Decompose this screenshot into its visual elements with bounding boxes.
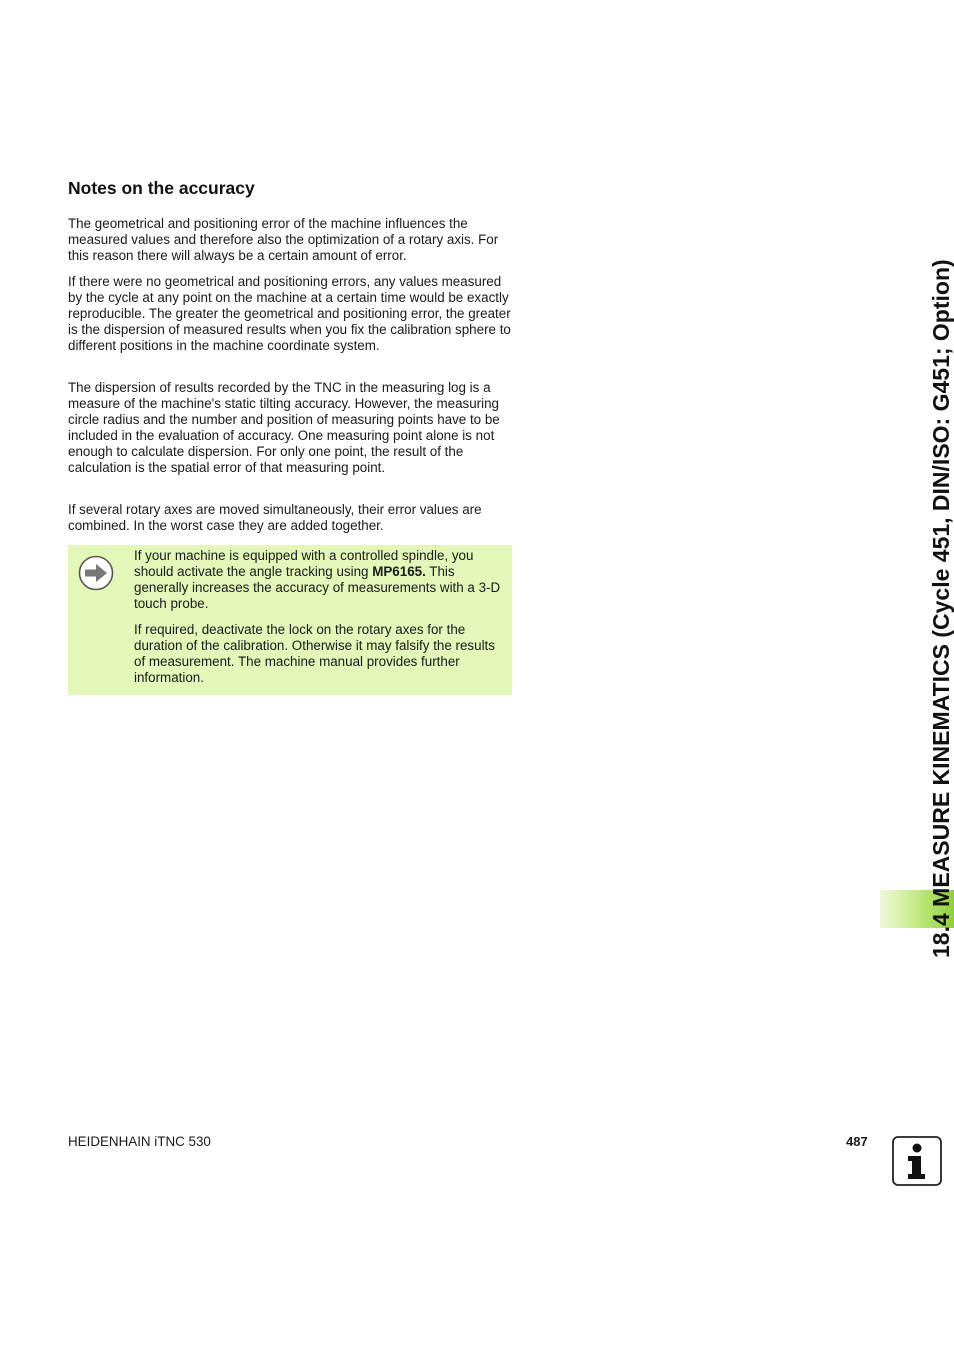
section-heading: Notes on the accuracy bbox=[68, 178, 255, 198]
paragraph-reproducibility: If there were no geometrical and positioning errors, any values measured by the cycle at any point on the machine at a certain time would be exactly reproducible. The greater the geometrical and positioning error, the greater is the dispersion of measured results when you fix the calibration sphere to different positions in the machine coordinate system. bbox=[68, 274, 511, 353]
page-number: 487 bbox=[846, 1134, 868, 1149]
footer-product: HEIDENHAIN iTNC 530 bbox=[68, 1134, 211, 1149]
paragraph-dispersion: The dispersion of results recorded by the TNC in the measuring log is a measure of the machine's static tilting accuracy. However, the measuring circle radius and the number and position of measuring points have to be included in the evaluation of accuracy. One measuring point alone is not enough to calculate dispersion. For only one point, the result of the calculation is the spatial error of that measuring point. bbox=[68, 380, 500, 475]
chapter-title: 18.4 MEASURE KINEMATICS (Cycle 451, DIN/ISO: G451; Option) bbox=[928, 259, 954, 958]
note-paragraph-lock: If required, deactivate the lock on the rotary axes for the duration of the calibration. Otherwise it may falsify the results of measurement. The machine manual provides further information. bbox=[134, 622, 495, 685]
arrow-right-icon bbox=[78, 555, 114, 591]
note-text-after: This generally increases the accuracy of measurements with a 3-D touch probe. bbox=[134, 564, 501, 611]
paragraph-geometric-error: The geometrical and positioning error of the machine influences the measured values and therefore also the optimization of a rotary axis. For this reason there will always be a certain amount of error. bbox=[68, 216, 499, 263]
info-icon bbox=[892, 1136, 942, 1186]
note-paragraph-spindle bbox=[134, 548, 504, 612]
note-text-before: If your machine is equipped with a controlled spindle, you should activate the angle tracking using bbox=[134, 548, 474, 579]
machine-parameter: MP6165. bbox=[372, 564, 426, 579]
paragraph-multiple-axes: If several rotary axes are moved simultaneously, their error values are combined. In the worst case they are added together. bbox=[68, 502, 482, 533]
note-box bbox=[68, 545, 512, 695]
